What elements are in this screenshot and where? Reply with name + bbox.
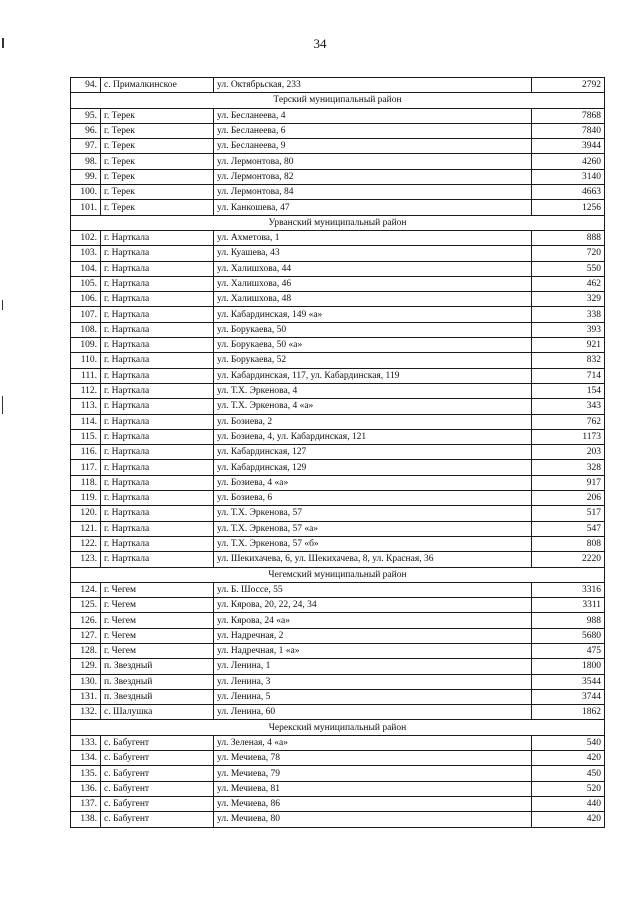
settlement-cell: г. Терек [101, 108, 214, 123]
section-row [71, 93, 605, 108]
row-number: 109. [71, 338, 101, 353]
settlement-cell: г. Терек [101, 139, 214, 154]
address-cell: ул. Кабардинская, 149 «а» [214, 307, 532, 322]
row-number: 125. [71, 598, 101, 613]
row-number: 113. [71, 399, 101, 414]
row-number: 136. [71, 781, 101, 796]
table-row [71, 123, 605, 138]
settlement-cell: г. Нарткала [101, 414, 214, 429]
settlement-cell: п. Звездный [101, 689, 214, 704]
value-cell: 5680 [532, 628, 605, 643]
value-cell: 517 [532, 506, 605, 521]
address-cell: ул. Мечиева, 78 [214, 751, 532, 766]
section-title: Урванский муниципальный район [71, 215, 605, 230]
value-cell: 420 [532, 812, 605, 827]
row-number: 133. [71, 735, 101, 750]
row-number: 95. [71, 108, 101, 123]
settlement-cell: г. Нарткала [101, 307, 214, 322]
row-number: 101. [71, 200, 101, 215]
row-number: 115. [71, 429, 101, 444]
addresses-table [70, 77, 605, 828]
settlement-cell: с. Бабугент [101, 796, 214, 811]
table-row [71, 185, 605, 200]
address-cell: ул. Кабардинская, 129 [214, 460, 532, 475]
table-row [71, 154, 605, 169]
address-cell: ул. Бесланеева, 9 [214, 139, 532, 154]
value-cell: 3311 [532, 598, 605, 613]
table-row [71, 108, 605, 123]
settlement-cell: г. Нарткала [101, 261, 214, 276]
row-number: 117. [71, 460, 101, 475]
settlement-cell: г. Нарткала [101, 338, 214, 353]
settlement-cell: г. Терек [101, 185, 214, 200]
address-cell: ул. Ленина, 1 [214, 659, 532, 674]
row-number: 124. [71, 582, 101, 597]
scan-mark-lower [2, 396, 3, 414]
row-number: 96. [71, 123, 101, 138]
value-cell: 338 [532, 307, 605, 322]
settlement-cell: г. Чегем [101, 628, 214, 643]
address-cell: ул. Т.Х. Эркенова, 57 «б» [214, 536, 532, 551]
address-cell: ул. Халишхова, 46 [214, 276, 532, 291]
address-cell: ул. Надречная, 2 [214, 628, 532, 643]
table-row [71, 139, 605, 154]
address-cell: ул. Канкошева, 47 [214, 200, 532, 215]
table-row [71, 78, 605, 93]
address-cell: ул. Ленина, 60 [214, 705, 532, 720]
settlement-cell: г. Нарткала [101, 230, 214, 245]
value-cell: 3544 [532, 674, 605, 689]
address-cell: ул. Лермонтова, 82 [214, 169, 532, 184]
value-cell: 720 [532, 246, 605, 261]
address-cell: ул. Т.Х. Эркенова, 57 «а» [214, 521, 532, 536]
row-number: 94. [71, 78, 101, 93]
row-number: 126. [71, 613, 101, 628]
address-cell: ул. Бозиева, 4, ул. Кабардинская, 121 [214, 429, 532, 444]
address-cell: ул. Куашева, 43 [214, 246, 532, 261]
address-cell: ул. Ахметова, 1 [214, 230, 532, 245]
table-row [71, 643, 605, 658]
row-number: 138. [71, 812, 101, 827]
section-title: Терский муниципальный район [71, 93, 605, 108]
settlement-cell: г. Нарткала [101, 292, 214, 307]
value-cell: 832 [532, 353, 605, 368]
value-cell: 4260 [532, 154, 605, 169]
value-cell: 154 [532, 383, 605, 398]
table-row [71, 261, 605, 276]
table-row [71, 674, 605, 689]
settlement-cell: г. Нарткала [101, 322, 214, 337]
row-number: 118. [71, 475, 101, 490]
value-cell: 7840 [532, 123, 605, 138]
address-cell: ул. Борукаева, 50 [214, 322, 532, 337]
table-row [71, 399, 605, 414]
value-cell: 762 [532, 414, 605, 429]
settlement-cell: г. Нарткала [101, 383, 214, 398]
address-cell: ул. Кярова, 24 «а» [214, 613, 532, 628]
address-cell: ул. Бозиева, 2 [214, 414, 532, 429]
row-number: 104. [71, 261, 101, 276]
value-cell: 808 [532, 536, 605, 551]
row-number: 135. [71, 766, 101, 781]
row-number: 100. [71, 185, 101, 200]
row-number: 129. [71, 659, 101, 674]
row-number: 110. [71, 353, 101, 368]
value-cell: 203 [532, 445, 605, 460]
value-cell: 420 [532, 751, 605, 766]
settlement-cell: г. Нарткала [101, 552, 214, 567]
settlement-cell: с. Бабугент [101, 766, 214, 781]
address-cell: ул. Халишхова, 48 [214, 292, 532, 307]
section-row [71, 215, 605, 230]
table-row [71, 200, 605, 215]
page-number: 34 [313, 36, 327, 51]
table-row [71, 781, 605, 796]
address-cell: ул. Надречная, 1 «а» [214, 643, 532, 658]
settlement-cell: г. Терек [101, 123, 214, 138]
settlement-cell: г. Чегем [101, 582, 214, 597]
table-row [71, 751, 605, 766]
settlement-cell: г. Нарткала [101, 491, 214, 506]
row-number: 103. [71, 246, 101, 261]
table-row [71, 475, 605, 490]
row-number: 108. [71, 322, 101, 337]
settlement-cell: г. Нарткала [101, 475, 214, 490]
settlement-cell: г. Терек [101, 169, 214, 184]
section-row [71, 567, 605, 582]
table-row [71, 276, 605, 291]
value-cell: 520 [532, 781, 605, 796]
table-row [71, 735, 605, 750]
settlement-cell: г. Нарткала [101, 521, 214, 536]
value-cell: 2792 [532, 78, 605, 93]
table-row [71, 322, 605, 337]
value-cell: 462 [532, 276, 605, 291]
row-number: 131. [71, 689, 101, 704]
address-cell: ул. Мечиева, 81 [214, 781, 532, 796]
settlement-cell: г. Нарткала [101, 368, 214, 383]
table-row [71, 246, 605, 261]
value-cell: 550 [532, 261, 605, 276]
value-cell: 7868 [532, 108, 605, 123]
address-cell: ул. Кабардинская, 127 [214, 445, 532, 460]
table-row [71, 613, 605, 628]
settlement-cell: г. Нарткала [101, 246, 214, 261]
address-cell: ул. Лермонтова, 80 [214, 154, 532, 169]
row-number: 102. [71, 230, 101, 245]
table-row [71, 521, 605, 536]
value-cell: 475 [532, 643, 605, 658]
value-cell: 328 [532, 460, 605, 475]
settlement-cell: с. Бабугент [101, 812, 214, 827]
address-cell: ул. Ленина, 3 [214, 674, 532, 689]
address-cell: ул. Кабардинская, 117, ул. Кабардинская, 119 [214, 368, 532, 383]
table-row [71, 230, 605, 245]
row-number: 119. [71, 491, 101, 506]
address-cell: ул. Мечиева, 80 [214, 812, 532, 827]
row-number: 97. [71, 139, 101, 154]
value-cell: 2220 [532, 552, 605, 567]
settlement-cell: с. Бабугент [101, 735, 214, 750]
table-row [71, 460, 605, 475]
table-row [71, 506, 605, 521]
table-row [71, 353, 605, 368]
value-cell: 921 [532, 338, 605, 353]
row-number: 128. [71, 643, 101, 658]
table-row [71, 429, 605, 444]
table-row [71, 307, 605, 322]
row-number: 114. [71, 414, 101, 429]
table-row [71, 812, 605, 827]
value-cell: 4663 [532, 185, 605, 200]
address-cell: ул. Мечиева, 79 [214, 766, 532, 781]
row-number: 112. [71, 383, 101, 398]
address-cell: ул. Т.Х. Эркенова, 4 «а» [214, 399, 532, 414]
table-row [71, 796, 605, 811]
settlement-cell: с. Бабугент [101, 751, 214, 766]
settlement-cell: г. Нарткала [101, 276, 214, 291]
value-cell: 540 [532, 735, 605, 750]
section-title: Черекский муниципальный район [71, 720, 605, 735]
address-cell: ул. Т.Х. Эркенова, 57 [214, 506, 532, 521]
value-cell: 917 [532, 475, 605, 490]
row-number: 105. [71, 276, 101, 291]
value-cell: 1800 [532, 659, 605, 674]
table-row [71, 659, 605, 674]
settlement-cell: г. Чегем [101, 643, 214, 658]
value-cell: 206 [532, 491, 605, 506]
address-cell: ул. Лермонтова, 84 [214, 185, 532, 200]
settlement-cell: г. Нарткала [101, 506, 214, 521]
settlement-cell: г. Нарткала [101, 445, 214, 460]
row-number: 123. [71, 552, 101, 567]
value-cell: 1862 [532, 705, 605, 720]
table-row [71, 689, 605, 704]
address-cell: ул. Бозиева, 6 [214, 491, 532, 506]
settlement-cell: г. Нарткала [101, 460, 214, 475]
settlement-cell: г. Нарткала [101, 429, 214, 444]
address-cell: ул. Т.Х. Эркенова, 4 [214, 383, 532, 398]
table-row [71, 169, 605, 184]
address-cell: ул. Бесланеева, 4 [214, 108, 532, 123]
scan-mark-middle [2, 300, 3, 310]
row-number: 120. [71, 506, 101, 521]
settlement-cell: с. Бабугент [101, 781, 214, 796]
settlement-cell: п. Звездный [101, 674, 214, 689]
value-cell: 1173 [532, 429, 605, 444]
row-number: 107. [71, 307, 101, 322]
table-row [71, 445, 605, 460]
settlement-cell: г. Нарткала [101, 399, 214, 414]
row-number: 111. [71, 368, 101, 383]
address-cell: ул. Октябрьская, 233 [214, 78, 532, 93]
value-cell: 3140 [532, 169, 605, 184]
settlement-cell: г. Нарткала [101, 353, 214, 368]
value-cell: 988 [532, 613, 605, 628]
settlement-cell: с. Прималкинское [101, 78, 214, 93]
table-row [71, 598, 605, 613]
row-number: 130. [71, 674, 101, 689]
settlement-cell: г. Чегем [101, 613, 214, 628]
value-cell: 3316 [532, 582, 605, 597]
settlement-cell: г. Нарткала [101, 536, 214, 551]
section-row [71, 720, 605, 735]
row-number: 132. [71, 705, 101, 720]
row-number: 121. [71, 521, 101, 536]
table-row [71, 628, 605, 643]
settlement-cell: г. Чегем [101, 598, 214, 613]
row-number: 134. [71, 751, 101, 766]
value-cell: 343 [532, 399, 605, 414]
table-row [71, 491, 605, 506]
address-cell: ул. Ленина, 5 [214, 689, 532, 704]
row-number: 99. [71, 169, 101, 184]
value-cell: 547 [532, 521, 605, 536]
table-row [71, 766, 605, 781]
table-row [71, 552, 605, 567]
value-cell: 329 [532, 292, 605, 307]
address-cell: ул. Кярова, 20, 22, 24, 34 [214, 598, 532, 613]
table-row [71, 536, 605, 551]
value-cell: 888 [532, 230, 605, 245]
value-cell: 440 [532, 796, 605, 811]
section-title: Чегемский муниципальный район [71, 567, 605, 582]
address-cell: ул. Зеленая, 4 «а» [214, 735, 532, 750]
settlement-cell: г. Терек [101, 154, 214, 169]
table-row [71, 582, 605, 597]
address-cell: ул. Б. Шоссе, 55 [214, 582, 532, 597]
settlement-cell: г. Терек [101, 200, 214, 215]
value-cell: 393 [532, 322, 605, 337]
table-row [71, 705, 605, 720]
value-cell: 450 [532, 766, 605, 781]
address-cell: ул. Борукаева, 50 «а» [214, 338, 532, 353]
table-row [71, 338, 605, 353]
address-cell: ул. Борукаева, 52 [214, 353, 532, 368]
address-cell: ул. Бесланеева, 6 [214, 123, 532, 138]
row-number: 106. [71, 292, 101, 307]
row-number: 122. [71, 536, 101, 551]
table-row [71, 414, 605, 429]
value-cell: 3744 [532, 689, 605, 704]
row-number: 98. [71, 154, 101, 169]
table-row [71, 292, 605, 307]
addresses-table-body [71, 78, 605, 828]
row-number: 116. [71, 445, 101, 460]
value-cell: 1256 [532, 200, 605, 215]
row-number: 137. [71, 796, 101, 811]
address-cell: ул. Шекихачева, 6, ул. Шекихачева, 8, ул. Красная, 36 [214, 552, 532, 567]
value-cell: 3944 [532, 139, 605, 154]
address-cell: ул. Мечиева, 86 [214, 796, 532, 811]
settlement-cell: с. Шалушка [101, 705, 214, 720]
row-number: 127. [71, 628, 101, 643]
settlement-cell: п. Звездный [101, 659, 214, 674]
table-row [71, 383, 605, 398]
address-cell: ул. Халишхова, 44 [214, 261, 532, 276]
value-cell: 714 [532, 368, 605, 383]
address-cell: ул. Бозиева, 4 «а» [214, 475, 532, 490]
table-row [71, 368, 605, 383]
